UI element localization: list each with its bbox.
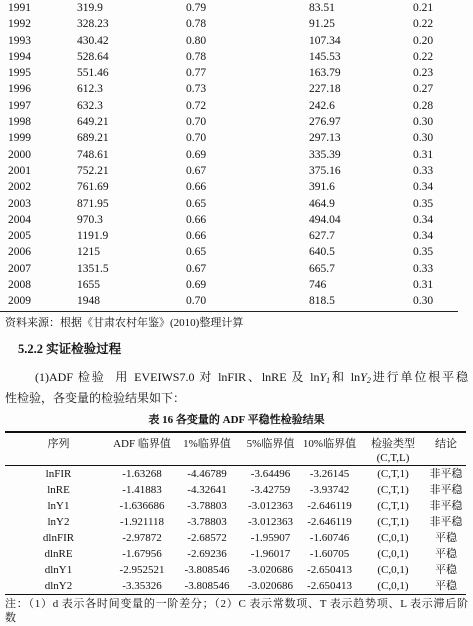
year-cell: 1995	[8, 67, 31, 80]
value-col4-cell: 0.34	[413, 213, 434, 226]
year-cell: 2001	[8, 164, 31, 177]
adf-value-cell: -1.921118	[119, 515, 165, 528]
table-row	[0, 244, 460, 260]
conclusion-cell: 平稳	[435, 547, 457, 560]
value-col2-cell: 0.80	[186, 34, 207, 47]
value-col1-cell: 328.23	[77, 18, 109, 31]
table-row	[0, 147, 460, 163]
series-cell: dlnY2	[44, 579, 73, 592]
year-cell: 2000	[8, 148, 31, 161]
year-cell: 2006	[8, 246, 31, 259]
yearly-data-table	[0, 0, 460, 310]
value-col1-cell: 1351.5	[77, 262, 109, 275]
critical-1pct-cell: -4.46789	[187, 467, 227, 480]
conclusion-cell: 平稳	[435, 531, 457, 544]
test-type-cell: (C,0,1)	[377, 547, 409, 560]
value-col4-cell: 0.34	[413, 230, 434, 243]
table-row	[5, 514, 466, 530]
value-col4-cell: 0.28	[413, 99, 434, 112]
section-heading: 5.2.2 实证检验过程	[18, 342, 122, 356]
table-row	[0, 179, 460, 195]
year-cell: 2008	[8, 279, 31, 292]
value-col4-cell: 0.30	[413, 116, 434, 129]
year-cell: 2007	[8, 262, 31, 275]
note-line: 注：（1）d 表示各时间变量的一阶差分；（2）C 表示常数项、T 表示趋势项、L 表示滞后阶	[5, 598, 468, 610]
value-col1-cell: 1655	[77, 279, 100, 292]
value-col4-cell: 0.33	[413, 164, 434, 177]
paragraph-line: 性检验，各变量的检验结果如下：	[5, 391, 186, 405]
year-cell: 1994	[8, 50, 31, 63]
header-adf: ADF 临界值	[113, 437, 171, 450]
variable-symbol: Y	[360, 370, 367, 384]
critical-5pct-cell: -3.020686	[248, 579, 293, 592]
paragraph-text: 进行单位根平稳	[370, 370, 468, 384]
year-cell: 2009	[8, 295, 31, 308]
value-col3-cell: 464.9	[309, 197, 335, 210]
critical-1pct-cell: -2.69236	[187, 547, 227, 560]
value-col2-cell: 0.69	[186, 148, 207, 161]
test-type-cell: (C,T,1)	[377, 499, 409, 512]
year-cell: 1996	[8, 83, 31, 96]
conclusion-cell: 非平稳	[429, 515, 463, 528]
value-col2-cell: 0.78	[186, 18, 207, 31]
value-col3-cell: 746	[309, 279, 327, 292]
table-row	[5, 482, 466, 498]
test-type-cell: (C,T,1)	[377, 515, 409, 528]
value-col3-cell: 640.5	[309, 246, 335, 259]
table-row	[5, 546, 466, 562]
value-col2-cell: 0.70	[186, 295, 207, 308]
value-col2-cell: 0.77	[186, 67, 207, 80]
value-col3-cell: 627.7	[309, 230, 335, 243]
adf-test-table	[5, 431, 466, 595]
series-cell: lnFIR	[45, 467, 72, 480]
value-col1-cell: 528.64	[77, 50, 109, 63]
critical-5pct-cell: -3.012363	[248, 499, 293, 512]
series-cell: dlnY1	[44, 563, 73, 576]
table-row	[0, 81, 460, 97]
table-row	[0, 196, 460, 212]
header-test-type-label: 检验类型	[371, 437, 415, 450]
value-col1-cell: 871.95	[77, 197, 109, 210]
critical-10pct-cell: -2.650413	[307, 563, 352, 576]
table-row	[5, 498, 466, 514]
year-cell: 1992	[8, 18, 31, 31]
value-col4-cell: 0.20	[413, 34, 434, 47]
paragraph-text: (1)ADF 检验 用 EVEIWS7.0 对 lnFIR、lnRE 及 ln	[35, 370, 320, 384]
header-test-type-params: (C,T,L)	[376, 451, 410, 464]
value-col2-cell: 0.67	[186, 262, 207, 275]
value-col3-cell: 145.53	[309, 50, 341, 63]
critical-10pct-cell: -3.93742	[309, 483, 350, 496]
table-row	[0, 65, 460, 81]
table-row	[5, 562, 466, 578]
value-col1-cell: 970.3	[77, 213, 103, 226]
value-col1-cell: 632.3	[77, 99, 103, 112]
table-bottom-rule	[0, 311, 458, 312]
series-cell: dlnFIR	[42, 531, 75, 544]
critical-1pct-cell: -3.808546	[184, 563, 230, 576]
table-row	[0, 49, 460, 65]
table-row	[0, 228, 460, 244]
critical-5pct-cell: -3.64496	[250, 467, 291, 480]
value-col3-cell: 665.7	[309, 262, 335, 275]
table-row	[0, 33, 460, 49]
table-row	[5, 466, 466, 482]
value-col1-cell: 551.46	[77, 67, 109, 80]
adf-value-cell: -1.63268	[122, 467, 162, 480]
value-col3-cell: 227.18	[309, 83, 341, 96]
table-header-row	[5, 433, 466, 465]
value-col2-cell: 0.70	[186, 116, 207, 129]
table-row	[0, 212, 460, 228]
value-col1-cell: 1948	[77, 295, 100, 308]
critical-10pct-cell: -2.646119	[307, 515, 352, 528]
critical-5pct-cell: -3.42759	[250, 483, 291, 496]
conclusion-cell: 非平稳	[429, 499, 463, 512]
year-cell: 1999	[8, 132, 31, 145]
value-col3-cell: 91.25	[309, 18, 335, 31]
year-cell: 1991	[8, 2, 31, 14]
header-conclusion: 结论	[435, 437, 457, 450]
year-cell: 2004	[8, 213, 31, 226]
table-row	[0, 293, 460, 309]
value-col3-cell: 335.39	[309, 148, 341, 161]
critical-10pct-cell: -3.26145	[309, 467, 350, 480]
test-type-cell: (C,T,1)	[377, 467, 409, 480]
value-col4-cell: 0.33	[413, 262, 434, 275]
critical-5pct-cell: -3.020686	[248, 563, 293, 576]
table-caption: 表 16 各变量的 ADF 平稳性检验结果	[148, 414, 325, 426]
value-col2-cell: 0.66	[186, 213, 207, 226]
value-col4-cell: 0.30	[413, 295, 434, 308]
value-col2-cell: 0.65	[186, 197, 207, 210]
table-bottom-rule	[5, 594, 466, 596]
critical-10pct-cell: -2.650413	[307, 579, 352, 592]
test-type-cell: (C,0,1)	[377, 563, 409, 576]
value-col4-cell: 0.22	[413, 18, 434, 31]
year-cell: 1997	[8, 99, 31, 112]
table-row	[0, 261, 460, 277]
test-type-cell: (C,0,1)	[377, 531, 409, 544]
value-col2-cell: 0.79	[186, 2, 207, 14]
conclusion-cell: 平稳	[435, 563, 457, 576]
table-row	[0, 130, 460, 146]
value-col1-cell: 1191.9	[77, 230, 109, 243]
header-critical-10pct: 10%临界值	[302, 437, 357, 450]
value-col3-cell: 83.51	[309, 2, 335, 14]
value-col2-cell: 0.70	[186, 132, 207, 145]
value-col3-cell: 242.6	[309, 99, 335, 112]
value-col1-cell: 748.61	[77, 148, 109, 161]
value-col4-cell: 0.35	[413, 246, 434, 259]
variable-symbol: Y	[319, 370, 327, 384]
series-cell: lnY2	[47, 515, 70, 528]
table-note	[5, 597, 468, 625]
value-col3-cell: 276.97	[309, 116, 341, 129]
year-cell: 1998	[8, 116, 31, 129]
value-col3-cell: 375.16	[309, 164, 341, 177]
table-row	[0, 114, 460, 130]
table-row	[0, 98, 460, 114]
paragraph-line	[5, 367, 468, 388]
header-test-type	[360, 433, 426, 465]
value-col4-cell: 0.22	[413, 50, 434, 63]
value-col2-cell: 0.72	[186, 99, 207, 112]
table-row	[0, 277, 460, 293]
value-col3-cell: 107.34	[309, 34, 341, 47]
header-series: 序列	[47, 437, 70, 450]
year-cell: 2005	[8, 230, 31, 243]
value-col4-cell: 0.31	[413, 148, 434, 161]
value-col1-cell: 430.42	[77, 34, 109, 47]
critical-1pct-cell: -3.78803	[187, 515, 227, 528]
value-col2-cell: 0.66	[186, 181, 207, 194]
value-col3-cell: 391.6	[309, 181, 335, 194]
value-col2-cell: 0.67	[186, 164, 207, 177]
value-col2-cell: 0.65	[186, 246, 207, 259]
value-col4-cell: 0.34	[413, 181, 434, 194]
adf-value-cell: -1.67956	[122, 547, 162, 560]
body-paragraph	[5, 367, 468, 409]
paragraph-text: 和 ln	[330, 370, 361, 384]
adf-value-cell: -1.41883	[122, 483, 162, 496]
value-col4-cell: 0.30	[413, 132, 434, 145]
value-col1-cell: 612.3	[77, 83, 103, 96]
table-row	[0, 163, 460, 179]
critical-1pct-cell: -2.68572	[187, 531, 227, 544]
variable-subscript: 2	[366, 376, 371, 385]
table-row	[5, 578, 466, 594]
variable-subscript: 1	[326, 376, 331, 385]
value-col4-cell: 0.35	[413, 197, 434, 210]
table-row	[0, 0, 460, 16]
value-col2-cell: 0.66	[186, 230, 207, 243]
adf-value-cell: -2.952521	[119, 563, 165, 576]
year-cell: 2003	[8, 197, 31, 210]
adf-value-cell: -2.97872	[122, 531, 162, 544]
critical-10pct-cell: -1.60705	[309, 547, 350, 560]
value-col1-cell: 752.21	[77, 164, 109, 177]
value-col3-cell: 494.04	[309, 213, 341, 226]
year-cell: 1993	[8, 34, 31, 47]
value-col3-cell: 818.5	[309, 295, 335, 308]
critical-1pct-cell: -3.78803	[187, 499, 227, 512]
header-critical-5pct: 5%临界值	[246, 437, 295, 450]
header-critical-1pct: 1%临界值	[183, 437, 231, 450]
value-col4-cell: 0.31	[413, 279, 434, 292]
critical-10pct-cell: -1.60746	[309, 531, 350, 544]
conclusion-cell: 非平稳	[429, 483, 463, 496]
value-col3-cell: 163.79	[309, 67, 341, 80]
value-col4-cell: 0.21	[413, 2, 434, 14]
conclusion-cell: 非平稳	[429, 467, 463, 480]
value-col1-cell: 1215	[77, 246, 100, 259]
value-col1-cell: 761.69	[77, 181, 109, 194]
table-body	[5, 466, 466, 594]
value-col4-cell: 0.27	[413, 83, 434, 96]
value-col1-cell: 649.21	[77, 116, 109, 129]
source-note: 资料来源：根据《甘肃农村年鉴》(2010)整理计算	[5, 317, 244, 329]
note-line: 数	[5, 612, 16, 624]
conclusion-cell: 平稳	[435, 579, 457, 592]
value-col1-cell: 319.9	[77, 2, 103, 14]
test-type-cell: (C,T,1)	[377, 483, 409, 496]
year-cell: 2002	[8, 181, 31, 194]
series-cell: lnY1	[47, 499, 70, 512]
critical-10pct-cell: -2.646119	[307, 499, 352, 512]
table-row	[5, 530, 466, 546]
series-cell: dlnRE	[44, 547, 73, 560]
series-cell: lnRE	[47, 483, 70, 496]
adf-value-cell: -3.35326	[122, 579, 162, 592]
test-type-cell: (C,0,1)	[377, 579, 409, 592]
value-col1-cell: 689.21	[77, 132, 109, 145]
value-col2-cell: 0.73	[186, 83, 207, 96]
critical-5pct-cell: -1.95907	[250, 531, 291, 544]
value-col4-cell: 0.23	[413, 67, 434, 80]
critical-1pct-cell: -4.32641	[187, 483, 227, 496]
critical-5pct-cell: -3.012363	[248, 515, 293, 528]
adf-value-cell: -1.636686	[119, 499, 165, 512]
value-col2-cell: 0.78	[186, 50, 207, 63]
critical-1pct-cell: -3.808546	[184, 579, 230, 592]
critical-5pct-cell: -1.96017	[250, 547, 291, 560]
value-col3-cell: 297.13	[309, 132, 341, 145]
table-row	[0, 16, 460, 32]
value-col2-cell: 0.69	[186, 279, 207, 292]
